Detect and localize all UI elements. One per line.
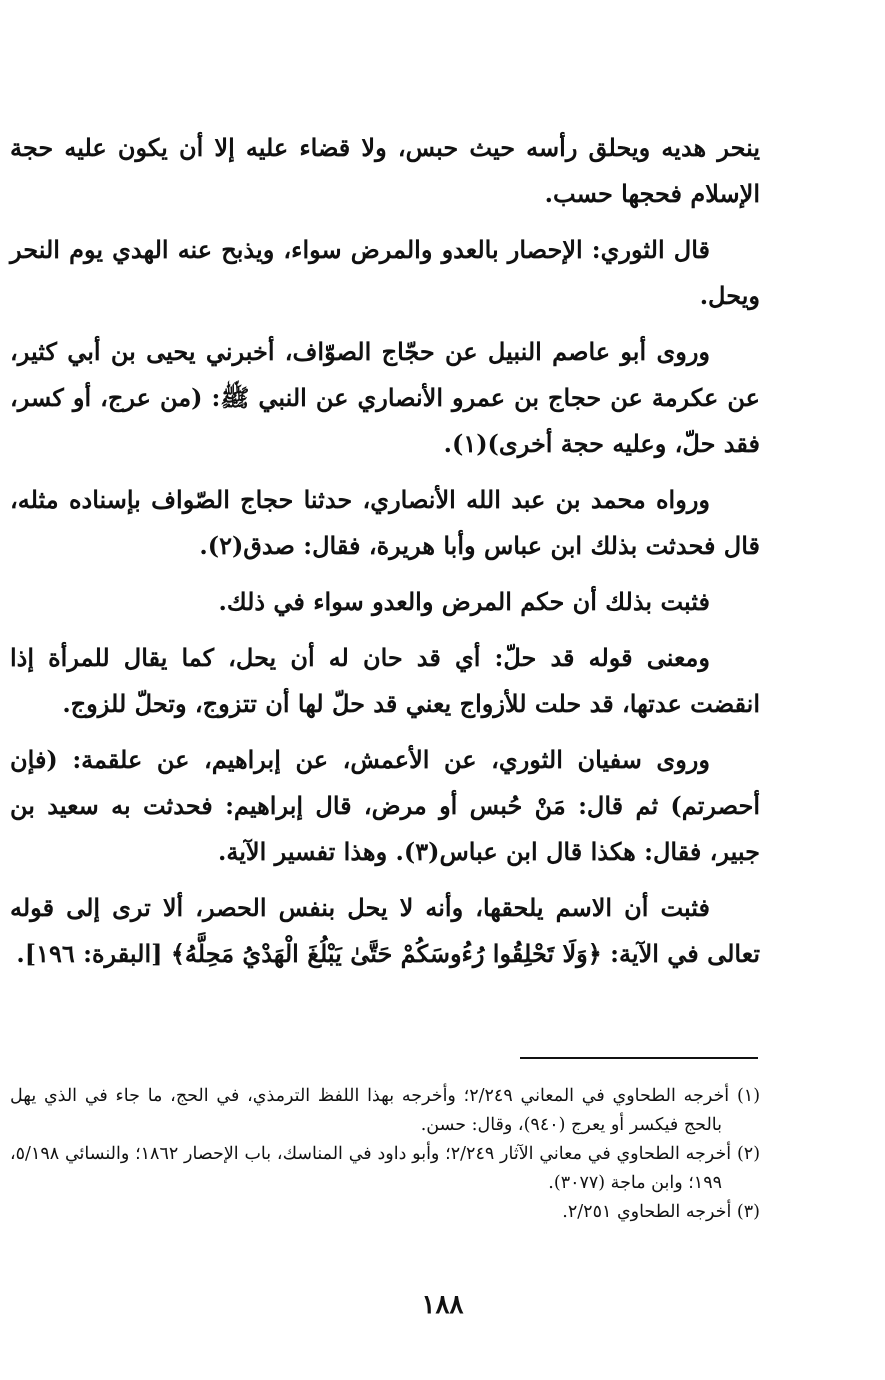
- paragraph-5: فثبت بذلك أن حكم المرض والعدو سواء في ذلك.: [218, 587, 710, 616]
- main-text: [10, 125, 760, 987]
- paragraph-6: ومعنى قوله قد حلّ: أي قد حان له أن يحل، كما يقال للمرأة إذا انقضت عدتها، قد حلت للأزواج يعني قد حلّ لها أن تتزوج، وتحلّ للزوج.: [10, 643, 760, 718]
- footnote-1: (١) أخرجه الطحاوي في المعاني ٢/٢٤٩؛ وأخرجه بهذا اللفظ الترمذي، في الحج، ما جاء في الذي يهل بالحج فيكسر أو يعرج (٩٤٠)، وقال: حسن.: [10, 1086, 761, 1135]
- paragraph-8: فثبت أن الاسم يلحقها، وأنه لا يحل بنفس الحصر، ألا ترى إلى قوله تعالى في الآية: ﴿وَلَا تَحْلِقُوا رُءُوسَكُمْ حَتَّىٰ يَبْلُغَ الْهَدْيُ مَحِلَّهُ﴾ [البقرة: ١٩٦].: [10, 893, 760, 968]
- footnote-separator: [520, 1057, 758, 1059]
- footnotes: [10, 1082, 760, 1227]
- paragraph-2: قال الثوري: الإحصار بالعدو والمرض سواء، ويذبح عنه الهدي يوم النحر ويحل.: [10, 235, 760, 310]
- paragraph-1: ينحر هديه ويحلق رأسه حيث حبس، ولا قضاء عليه إلا أن يكون عليه حجة الإسلام فحجها حسب.: [10, 133, 760, 208]
- paragraph-7: وروى سفيان الثوري، عن الأعمش، عن إبراهيم، عن علقمة: (فإن أحصرتم) ثم قال: مَنْ حُبس أو مرض، قال إبراهيم: فحدثت به سعيد بن جبير، فقال: هكذا قال ابن عباس(٣). وهذا تفسير الآية.: [10, 745, 760, 866]
- footnote-2: (٢) أخرجه الطحاوي في معاني الآثار ٢/٢٤٩؛ وأبو داود في المناسك، باب الإحصار ١٨٦٢؛ والنسائي ٥/١٩٨، ١٩٩؛ وابن ماجة (٣٠٧٧).: [10, 1144, 761, 1193]
- footnote-3: (٣) أخرجه الطحاوي ٢/٢٥١.: [562, 1202, 760, 1222]
- page-number: ١٨٨: [421, 1290, 464, 1320]
- paragraph-4: ورواه محمد بن عبد الله الأنصاري، حدثنا حجاج الصّواف بإسناده مثله، قال فحدثت بذلك ابن عباس وأبا هريرة، فقال: صدق(٢).: [10, 485, 760, 560]
- paragraph-3: وروى أبو عاصم النبيل عن حجّاج الصوّاف، أخبرني يحيى بن أبي كثير، عن عكرمة عن حجاج بن عمرو الأنصاري عن النبي ﷺ: (من عرج، أو كسر، فقد حلّ، وعليه حجة أخرى)(١).: [10, 337, 760, 458]
